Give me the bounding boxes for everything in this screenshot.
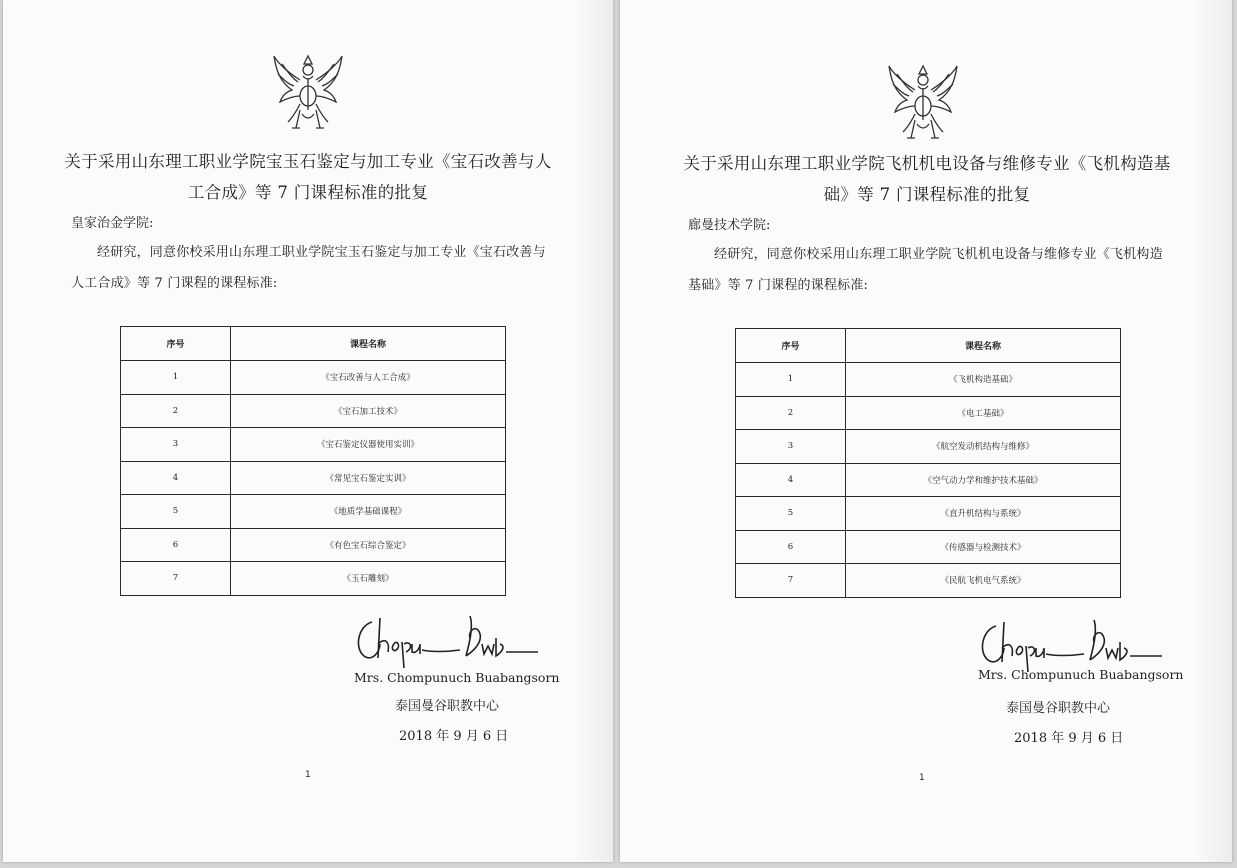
table-row [736,530,1121,564]
page-number: 1 [919,773,925,783]
issuing-organization: 泰国曼谷职教中心 [1006,701,1111,716]
table-row [121,562,506,596]
row-number: 3 [736,430,846,464]
column-header-course-name: 课程名称 [846,329,1121,363]
document-page-right [620,0,1232,862]
table-row [121,428,506,462]
row-number: 6 [736,530,846,564]
garuda-emblem-icon [270,52,346,134]
issuing-organization: 泰国曼谷职教中心 [395,699,500,714]
table-header-row [121,327,506,361]
table-row [736,497,1121,531]
table-row [736,363,1121,397]
body-paragraph: 经研究，同意你校采用山东理工职业学院宝玉石鉴定与加工专业《宝石改善与人工合成》等 7 门课程的课程标准: [71,245,546,291]
row-number: 4 [121,461,231,495]
course-name: 《宝石改善与人工合成》 [231,361,506,395]
signer-name: Mrs. Chompunuch Buabangsorn [354,670,560,685]
table-row [121,495,506,529]
table-header-row [736,329,1121,363]
body-paragraph: 经研究，同意你校采用山东理工职业学院飞机机电设备与维修专业《飞机构造基础》等 7 门课程的课程标准: [688,247,1163,293]
course-name: 《空气动力学和维护技术基础》 [846,463,1121,497]
course-table [120,326,506,596]
document-title: 关于采用山东理工职业学院飞机机电设备与维修专业《飞机构造基础》等 7 门课程标准的批复 [683,154,1171,204]
row-number: 5 [121,495,231,529]
course-name: 《宝石加工技术》 [231,394,506,428]
course-name: 《飞机构造基础》 [846,363,1121,397]
page-shadow [573,0,613,862]
table-row [736,463,1121,497]
column-header-number: 序号 [736,329,846,363]
page-shadow [1192,0,1232,862]
column-header-number: 序号 [121,327,231,361]
row-number: 1 [121,361,231,395]
garuda-emblem-icon [885,62,961,144]
course-name: 《航空发动机结构与维修》 [846,430,1121,464]
table-row [121,361,506,395]
table-row [121,461,506,495]
table-row [121,394,506,428]
row-number: 7 [736,564,846,598]
issue-date: 2018 年 9 月 6 日 [399,729,509,744]
table-row [121,528,506,562]
row-number: 3 [121,428,231,462]
row-number: 4 [736,463,846,497]
salutation: 廊曼技术学院: [688,218,771,233]
table-row [736,430,1121,464]
course-name: 《宝石鉴定仪器使用实训》 [231,428,506,462]
row-number: 7 [121,562,231,596]
course-name: 《常见宝石鉴定实训》 [231,461,506,495]
page-number: 1 [305,770,311,780]
course-name: 《地质学基础课程》 [231,495,506,529]
course-name: 《民航飞机电气系统》 [846,564,1121,598]
salutation: 皇家治金学院: [71,216,154,231]
row-number: 1 [736,363,846,397]
handwritten-signature-icon [974,612,1164,674]
column-header-course-name: 课程名称 [231,327,506,361]
course-name: 《电工基础》 [846,396,1121,430]
handwritten-signature-icon [350,608,540,670]
course-name: 《玉石雕刻》 [231,562,506,596]
signer-name: Mrs. Chompunuch Buabangsorn [978,667,1184,682]
table-row [736,564,1121,598]
issue-date: 2018 年 9 月 6 日 [1014,731,1124,746]
row-number: 2 [736,396,846,430]
document-title: 关于采用山东理工职业学院宝玉石鉴定与加工专业《宝石改善与人工合成》等 7 门课程标准的批复 [64,152,552,202]
course-name: 《直升机结构与系统》 [846,497,1121,531]
course-name: 《有色宝石综合鉴定》 [231,528,506,562]
row-number: 6 [121,528,231,562]
row-number: 5 [736,497,846,531]
document-page-left [3,0,613,862]
course-table [735,328,1121,598]
course-name: 《传感器与检测技术》 [846,530,1121,564]
table-row [736,396,1121,430]
row-number: 2 [121,394,231,428]
